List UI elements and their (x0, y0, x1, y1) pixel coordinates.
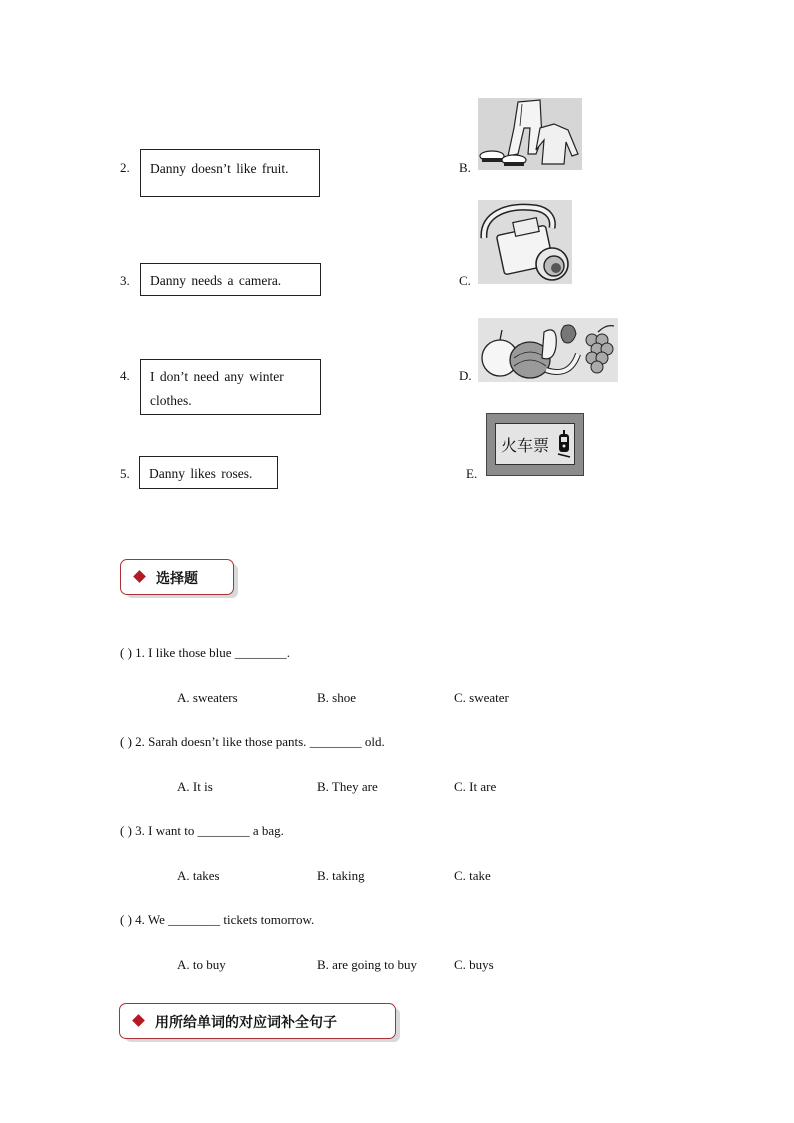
item-number-5: 5. (120, 466, 130, 481)
section-header-fill-in (119, 1003, 396, 1039)
question-1-option-b: B. shoe (317, 690, 356, 705)
question-3-option-c: C. take (454, 868, 491, 883)
sentence-box-5 (139, 456, 278, 489)
question-4-option-b: B. are going to buy (317, 957, 418, 972)
question-4-stem: ( ) 4. We ________ tickets tomorrow. (120, 912, 315, 927)
camera-picture (478, 200, 572, 284)
ticket-text: 火车票 (501, 436, 550, 455)
question-4-option-c: C. buys (454, 957, 494, 972)
question-3-option-a: A. takes (177, 868, 220, 883)
picture-letter-b: B. (459, 160, 471, 175)
diamond-bullet-icon (133, 570, 146, 583)
picture-letter-d: D. (459, 368, 472, 383)
sentence-text-5: Danny likes roses. (149, 466, 253, 481)
sentence-box-2 (140, 149, 320, 197)
item-number-2: 2. (120, 160, 130, 175)
picture-letter-c: C. (459, 273, 471, 288)
question-3-option-b: B. taking (317, 868, 365, 883)
question-1-stem: ( ) 1. I like those blue ________. (120, 645, 291, 660)
fruit-picture (478, 318, 618, 382)
picture-letter-e: E. (466, 466, 478, 481)
question-2-option-a: A. It is (177, 779, 213, 794)
section-title-choice: 选择题 (156, 571, 198, 587)
question-2-option-c: C. It are (454, 779, 497, 794)
sentence-box-4 (140, 359, 321, 415)
sentence-box-3 (140, 263, 321, 296)
train-icon (557, 430, 571, 458)
question-1-option-c: C. sweater (454, 690, 509, 705)
ticket-label-panel (495, 423, 575, 465)
train-ticket-picture (486, 413, 584, 476)
item-number-4: 4. (120, 368, 130, 383)
item-number-3: 3. (120, 273, 130, 288)
section-header-choice (120, 559, 234, 595)
question-4-option-a: A. to buy (177, 957, 226, 972)
question-2-stem: ( ) 2. Sarah doesn’t like those pants. ________ old. (120, 734, 385, 749)
question-1-option-a: A. sweaters (177, 690, 238, 705)
clothes-picture (478, 98, 582, 170)
sentence-text-4-line2: clothes. (150, 393, 192, 408)
section-title-fill-in: 用所给单词的对应词补全句子 (155, 1015, 337, 1031)
sentence-text-3: Danny needs a camera. (150, 273, 282, 288)
sentence-text-2: Danny doesn’t like fruit. (150, 161, 289, 176)
sentence-text-4-line1: I don’t need any winter (150, 369, 284, 384)
diamond-bullet-icon (132, 1014, 145, 1027)
question-2-option-b: B. They are (317, 779, 378, 794)
question-3-stem: ( ) 3. I want to ________ a bag. (120, 823, 284, 838)
